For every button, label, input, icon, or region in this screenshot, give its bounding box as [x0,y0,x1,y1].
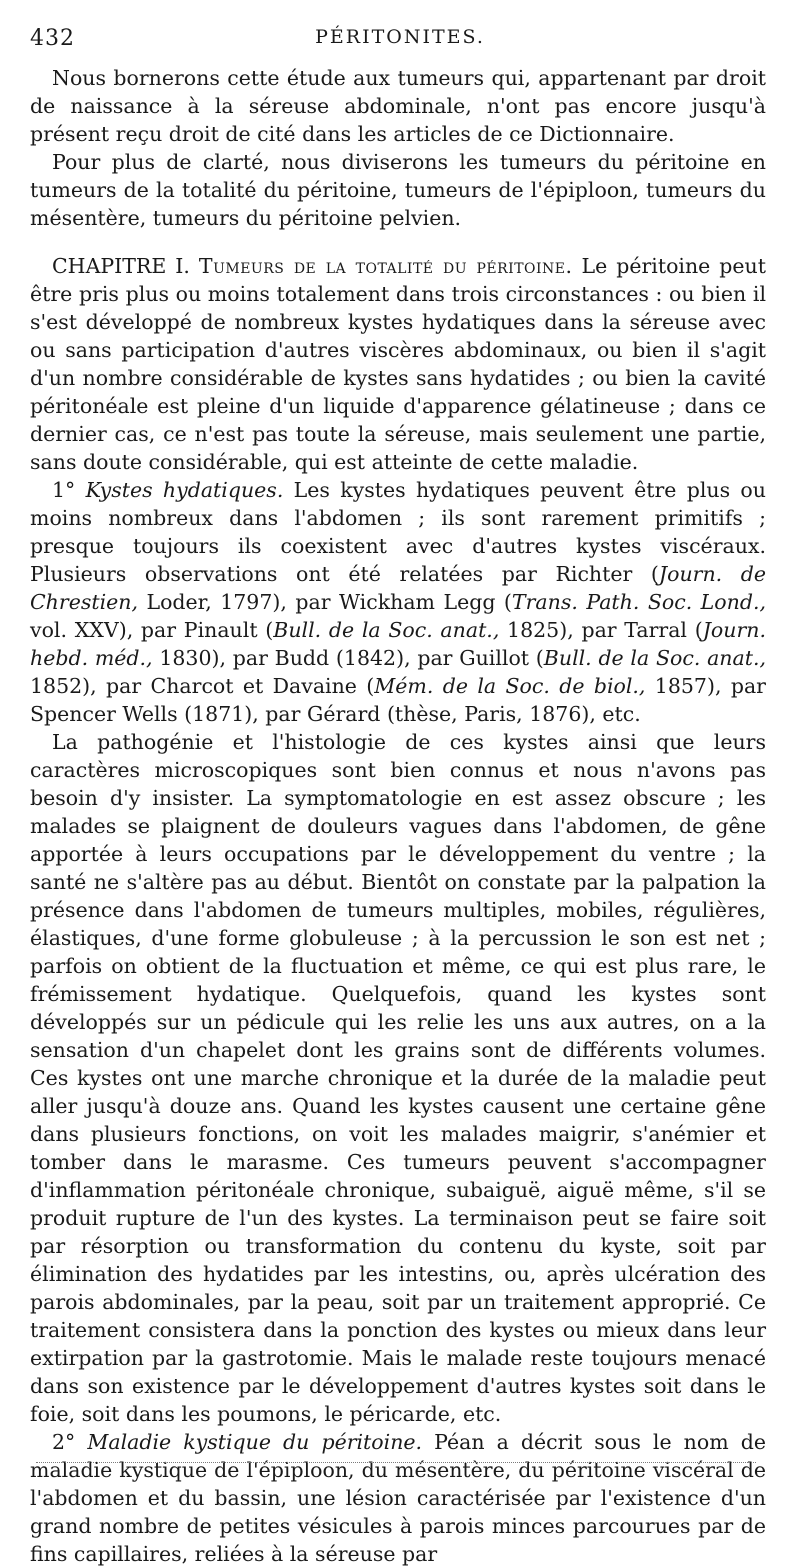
section-2-number: 2° [52,1430,76,1454]
section-1-paragraph [30,476,766,728]
section-1-text: 1830), par Budd (1842), par Guillot ( [152,646,544,670]
reference-title: Mém. de la Soc. de biol., [374,674,646,698]
reference-title: Bull. de la Soc. anat., [543,646,767,670]
reference-title: Trans. Path. Soc. Lond., [511,590,766,614]
chapter-text: Le péritoine peut être pris plus ou moins totalement dans trois circonstances : ou bien il s'est développé de nombreux kystes hydatiques dans la séreuse avec ou sans participation d'autres viscères abdominaux, ou bien il s'agit d'un nombre considérable de kystes sans hydatides ; ou bien la cavité péritonéale est pleine d'un liquide d'apparence gélatineuse ; dans ce dernier cas, ce n'est pas toute la séreuse, mais seulement une partie, sans doute considérable, qui est atteinte de cette maladie. [30,254,766,474]
page-body [30,64,766,1568]
chapter-paragraph [30,252,766,476]
section-gap [30,232,766,252]
section-1-number: 1° [52,478,76,502]
running-head: PÉRITONITES. [315,26,485,48]
section-1-text: 1825), par Tarral ( [499,618,703,642]
paragraph-pathogenie: La pathogénie et l'histologie de ces kystes ainsi que leurs caractères microscopiques sont bien connus et nous n'avons pas besoin d'y insister. La symptomatologie en est assez obscure ; les malades se plaignent de douleurs vagues dans l'abdomen, de gêne apportée à leurs occupations par le développement du ventre ; la santé ne s'altère pas au début. Bientôt on constate par la palpation la présence dans l'abdomen de tumeurs multiples, mobiles, régulières, élastiques, d'une forme globuleuse ; à la percussion le son est net ; parfois on obtient de la fluctuation et même, ce qui est plus rare, le frémissement hydatique. Quelquefois, quand les kystes sont développés sur un pédicule qui les relie les uns aux autres, on a la sensation d'un chapelet dont les grains sont de différents volumes. Ces kystes ont une marche chronique et la durée de la maladie peut aller jusqu'à douze ans. Quand les kystes causent une certaine gêne dans plusieurs fonctions, on voit les malades maigrir, s'anémier et tomber dans le marasme. Ces tumeurs peuvent s'accompagner d'inflammation péritonéale chronique, subaiguë, aiguë même, s'il se produit rupture de l'un des kystes. La terminaison peut se faire soit par résorption ou transformation du contenu du kyste, soit par élimination des hydatides par les intestins, ou, après ulcération des parois abdominales, par la peau, soit par un traitement approprié. Ce traitement consistera dans la ponction des kystes ou mieux dans leur extirpation par la gastrotomie. Mais le malade reste toujours menacé dans son existence par le développement d'autres kystes soit dans le foie, soit dans les poumons, le péricarde, etc. [30,730,766,1426]
page-header [30,26,770,56]
section-1-text: Les kystes hydatiques peuvent être plus ou moins nombreux dans l'abdomen ; ils sont rarement primitifs ; presque toujours ils coexistent avec d'autres kystes viscéraux. Plusieurs observations ont été relatées par Richter ( [30,478,766,586]
chapter-heading: CHAPITRE I. [52,254,190,278]
chapter-title: Tumeurs de la totalité du péritoine. [198,254,573,278]
page-number: 432 [30,26,75,51]
reference-title: Journ. hebd. méd., [30,618,766,670]
section-1-text: Loder, 1797), par Wickham Legg ( [138,590,512,614]
section-1-text: 1852), par Charcot et Davaine ( [30,674,375,698]
section-2-paragraph [30,1428,766,1568]
section-1-text: 1857), par Spencer Wells (1871), par Gérard (thèse, Paris, 1876), etc. [30,674,766,726]
reference-title: Journ. de Chrestien, [30,562,766,614]
section-2-text: Péan a décrit sous le nom de maladie kystique de l'épiploon, du mésentère, du péritoine viscéral de l'abdomen et du bassin, une lésion caractérisée par l'existence d'un grand nombre de petites vésicules à parois minces parcourues par de fins capillaires, reliées à la séreuse par [30,1430,766,1566]
reference-title: Bull. de la Soc. anat., [273,618,500,642]
paragraph-division: Pour plus de clarté, nous diviserons les tumeurs du péritoine en tumeurs de la totalité du péritoine, tumeurs de l'épiploon, tumeurs du mésentère, tumeurs du péritoine pelvien. [30,150,766,230]
section-2-title: Maladie kystique du péritoine. [87,1430,423,1454]
paragraph-intro: Nous bornerons cette étude aux tumeurs qui, appartenant par droit de naissance à la séreuse abdominale, n'ont pas encore jusqu'à présent reçu droit de cité dans les articles de ce Dictionnaire. [30,66,766,146]
section-1-title: Kystes hydatiques. [85,478,284,502]
section-1-text: vol. XXV), par Pinault ( [30,618,274,642]
footer-rule [36,1462,756,1463]
